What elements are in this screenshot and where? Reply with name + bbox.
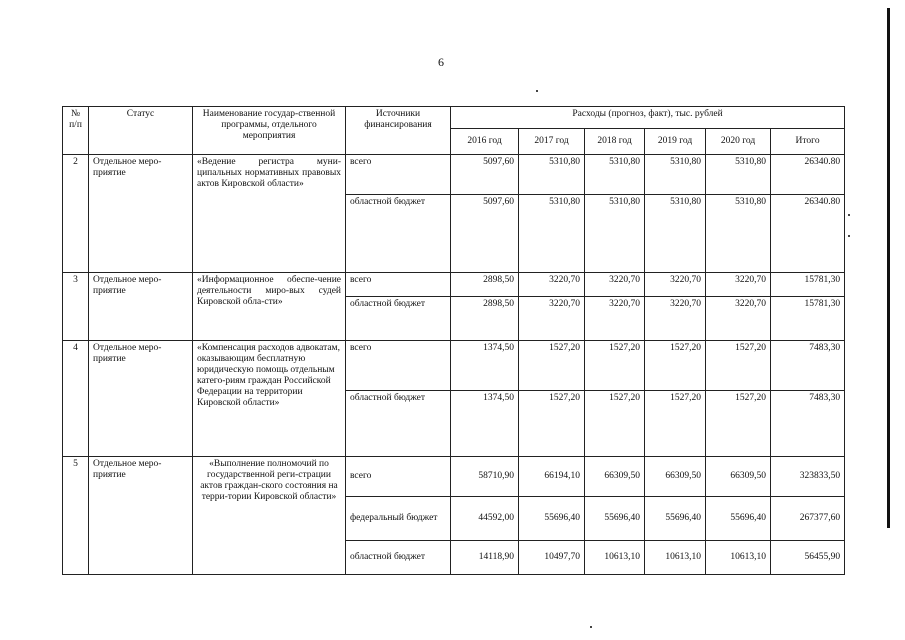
row-source: областной бюджет bbox=[346, 195, 451, 273]
header-year: 2017 год bbox=[519, 129, 585, 155]
value-cell: 56455,90 bbox=[771, 541, 845, 575]
value-cell: 5310,80 bbox=[706, 195, 771, 273]
value-cell: 1527,20 bbox=[645, 341, 706, 391]
value-cell: 3220,70 bbox=[519, 273, 585, 297]
value-cell: 15781,30 bbox=[771, 273, 845, 297]
value-cell: 7483,30 bbox=[771, 341, 845, 391]
row-status: Отдельное меро-приятие bbox=[89, 457, 193, 575]
value-cell: 1527,20 bbox=[706, 391, 771, 457]
scan-dot bbox=[536, 90, 538, 92]
value-cell: 5310,80 bbox=[706, 155, 771, 195]
value-cell: 3220,70 bbox=[645, 273, 706, 297]
row-source: всего bbox=[346, 273, 451, 297]
value-cell: 44592,00 bbox=[451, 497, 519, 541]
row-num: 3 bbox=[63, 273, 89, 341]
row-name: «Выполнение полномочий по государственной реги-страции актов граждан-ского состояния на терри-тории Кировской области» bbox=[193, 457, 346, 575]
value-cell: 3220,70 bbox=[706, 297, 771, 341]
row-source: всего bbox=[346, 457, 451, 497]
value-cell: 5097,60 bbox=[451, 195, 519, 273]
value-cell: 55696,40 bbox=[585, 497, 645, 541]
value-cell: 3220,70 bbox=[706, 273, 771, 297]
header-year: 2018 год bbox=[585, 129, 645, 155]
value-cell: 10497,70 bbox=[519, 541, 585, 575]
value-cell: 26340.80 bbox=[771, 195, 845, 273]
value-cell: 55696,40 bbox=[519, 497, 585, 541]
value-cell: 5097,60 bbox=[451, 155, 519, 195]
row-status: Отдельное меро-приятие bbox=[89, 273, 193, 341]
header-year: 2016 год bbox=[451, 129, 519, 155]
row-name: «Информационное обеспе-чение деятельности миро-вых судей Кировской обла-сти» bbox=[193, 273, 346, 341]
header-year: 2020 год bbox=[706, 129, 771, 155]
value-cell: 66309,50 bbox=[645, 457, 706, 497]
value-cell: 15781,30 bbox=[771, 297, 845, 341]
value-cell: 10613,10 bbox=[645, 541, 706, 575]
table-row bbox=[63, 457, 845, 497]
row-status: Отдельное меро-приятие bbox=[89, 341, 193, 457]
value-cell: 3220,70 bbox=[585, 297, 645, 341]
scan-dot bbox=[848, 235, 850, 237]
value-cell: 5310,80 bbox=[585, 195, 645, 273]
row-status: Отдельное меро-приятие bbox=[89, 155, 193, 273]
value-cell: 10613,10 bbox=[706, 541, 771, 575]
value-cell: 1527,20 bbox=[519, 391, 585, 457]
row-source: областной бюджет bbox=[346, 541, 451, 575]
table-row bbox=[63, 341, 845, 391]
value-cell: 66309,50 bbox=[585, 457, 645, 497]
header-status: Статус bbox=[89, 107, 193, 155]
row-source: областной бюджет bbox=[346, 391, 451, 457]
value-cell: 3220,70 bbox=[585, 273, 645, 297]
row-source: федеральный бюджет bbox=[346, 497, 451, 541]
row-name: «Компенсация расходов адвокатам, оказывающим бесплатную юридическую помощь отдельным катего-риям граждан Российской Федерации на территории Кировской области» bbox=[193, 341, 346, 457]
row-num: 2 bbox=[63, 155, 89, 273]
value-cell: 323833,50 bbox=[771, 457, 845, 497]
row-num: 5 bbox=[63, 457, 89, 575]
value-cell: 1527,20 bbox=[519, 341, 585, 391]
value-cell: 1527,20 bbox=[585, 391, 645, 457]
table-row bbox=[63, 273, 845, 297]
value-cell: 66194,10 bbox=[519, 457, 585, 497]
header-num: № п/п bbox=[63, 107, 89, 155]
table-row bbox=[63, 155, 845, 195]
row-source: всего bbox=[346, 155, 451, 195]
value-cell: 1374,50 bbox=[451, 341, 519, 391]
header-source: Источники финансирования bbox=[346, 107, 451, 155]
value-cell: 2898,50 bbox=[451, 297, 519, 341]
row-num: 4 bbox=[63, 341, 89, 457]
header-expenses: Расходы (прогноз, факт), тыс. рублей bbox=[451, 107, 845, 129]
value-cell: 3220,70 bbox=[645, 297, 706, 341]
row-source: областной бюджет bbox=[346, 297, 451, 341]
header-year: 2019 год bbox=[645, 129, 706, 155]
page-number: 6 bbox=[438, 55, 444, 69]
scan-edge-bar bbox=[887, 8, 890, 528]
value-cell: 1374,50 bbox=[451, 391, 519, 457]
value-cell: 14118,90 bbox=[451, 541, 519, 575]
header-total: Итого bbox=[771, 129, 845, 155]
value-cell: 55696,40 bbox=[645, 497, 706, 541]
value-cell: 5310,80 bbox=[585, 155, 645, 195]
budget-table bbox=[62, 106, 845, 575]
value-cell: 1527,20 bbox=[585, 341, 645, 391]
value-cell: 5310,80 bbox=[519, 195, 585, 273]
row-name: «Ведение регистра муни-ципальных нормативных правовых актов Кировской области» bbox=[193, 155, 346, 273]
value-cell: 58710,90 bbox=[451, 457, 519, 497]
row-source: всего bbox=[346, 341, 451, 391]
value-cell: 3220,70 bbox=[519, 297, 585, 341]
value-cell: 1527,20 bbox=[645, 391, 706, 457]
scan-dot bbox=[590, 626, 592, 628]
value-cell: 5310,80 bbox=[519, 155, 585, 195]
value-cell: 2898,50 bbox=[451, 273, 519, 297]
value-cell: 1527,20 bbox=[706, 341, 771, 391]
value-cell: 267377,60 bbox=[771, 497, 845, 541]
value-cell: 7483,30 bbox=[771, 391, 845, 457]
value-cell: 55696,40 bbox=[706, 497, 771, 541]
value-cell: 66309,50 bbox=[706, 457, 771, 497]
value-cell: 10613,10 bbox=[585, 541, 645, 575]
value-cell: 5310,80 bbox=[645, 195, 706, 273]
scan-dot bbox=[848, 214, 850, 216]
header-name: Наименование государ-ственной программы, отдельного мероприятия bbox=[193, 107, 346, 155]
value-cell: 26340.80 bbox=[771, 155, 845, 195]
value-cell: 5310,80 bbox=[645, 155, 706, 195]
